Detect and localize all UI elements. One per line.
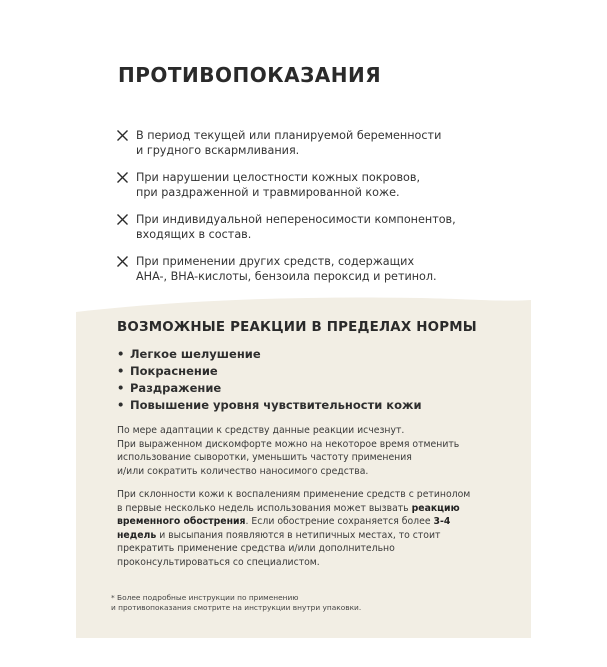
contraindication-item (116, 212, 516, 242)
paragraph-line (117, 515, 470, 529)
bullet-dot: • (117, 364, 125, 378)
reactions-title: ВОЗМОЖНЫЕ РЕАКЦИИ В ПРЕДЕЛАХ НОРМЫ (117, 320, 477, 335)
contraindication-line: При индивидуальной непереносимости компонентов, (136, 213, 456, 226)
contraindication-line: при раздраженной и травмированной коже. (136, 186, 400, 199)
reaction-item (117, 363, 422, 380)
emphasis-text: временного обострения (117, 516, 246, 527)
contraindication-line: входящих в состав. (136, 228, 252, 241)
emphasis-text: недель (117, 529, 157, 541)
paragraph-line (117, 529, 470, 543)
contraindication-line: При нарушении целостности кожных покровов, (136, 171, 421, 184)
cross-icon (116, 129, 129, 142)
cross-icon (116, 255, 129, 268)
paragraph-line: При склонности кожи к воспалениям применение средств с ретинолом (117, 489, 471, 500)
text-segment: в первые несколько недель использования может вызвать (117, 502, 412, 514)
contraindication-item (116, 254, 516, 284)
paragraph-line: прекратить применение средства и/или дополнительно (117, 543, 395, 554)
emphasis-text: 3-4 (433, 516, 451, 527)
footnote-line: * Более подробные инструкции по применению (111, 593, 299, 602)
contraindication-line: и грудного вскармливания. (136, 144, 300, 157)
paragraph-line (117, 502, 470, 516)
bullet-dot: • (117, 398, 125, 412)
bullet-dot: • (117, 347, 125, 361)
reaction-label: Легкое шелушение (130, 347, 261, 361)
bullet-dot: • (117, 381, 125, 395)
text-segment: . Если обострение сохраняется более (245, 516, 434, 527)
cross-icon (116, 213, 129, 226)
footnote-line: и противопоказания смотрите на инструкции внутри упаковки. (111, 603, 362, 612)
contraindications-title: ПРОТИВОПОКАЗАНИЯ (118, 63, 382, 87)
footnote (111, 593, 361, 613)
paragraph-line: По мере адаптации к средству данные реакции исчезнут. (117, 425, 405, 436)
contraindication-item (116, 128, 516, 158)
paragraph-line: использование сыворотки, уменьшить частоту применения (117, 452, 412, 463)
reaction-item (117, 397, 422, 414)
reaction-item (117, 380, 422, 397)
reactions-list (117, 346, 422, 414)
reaction-item (117, 346, 422, 363)
reaction-label: Покраснение (130, 364, 218, 378)
contraindication-line: AHA-, BHA-кислоты, бензоила пероксид и ретинол. (136, 270, 437, 283)
cross-icon (116, 171, 129, 184)
emphasis-text: реакцию (411, 502, 460, 514)
paragraph-line: и/или сократить количество наносимого средства. (117, 465, 369, 477)
retinol-paragraph (117, 488, 470, 569)
reaction-label: Раздражение (130, 381, 222, 395)
paragraph-line: При выраженном дискомфорте можно на некоторое время отменить (117, 438, 460, 450)
adaptation-paragraph (117, 424, 459, 478)
contraindication-line: При применении других средств, содержащих (136, 255, 415, 268)
paragraph-line: проконсультироваться со специалистом. (117, 556, 320, 568)
text-segment: и высыпания появляются в нетипичных местах, то стоит (156, 529, 441, 541)
reaction-label: Повышение уровня чувствительности кожи (130, 398, 422, 412)
contraindication-item (116, 170, 516, 200)
contraindications-list (116, 128, 516, 296)
contraindication-line: В период текущей или планируемой беременности (136, 129, 442, 142)
